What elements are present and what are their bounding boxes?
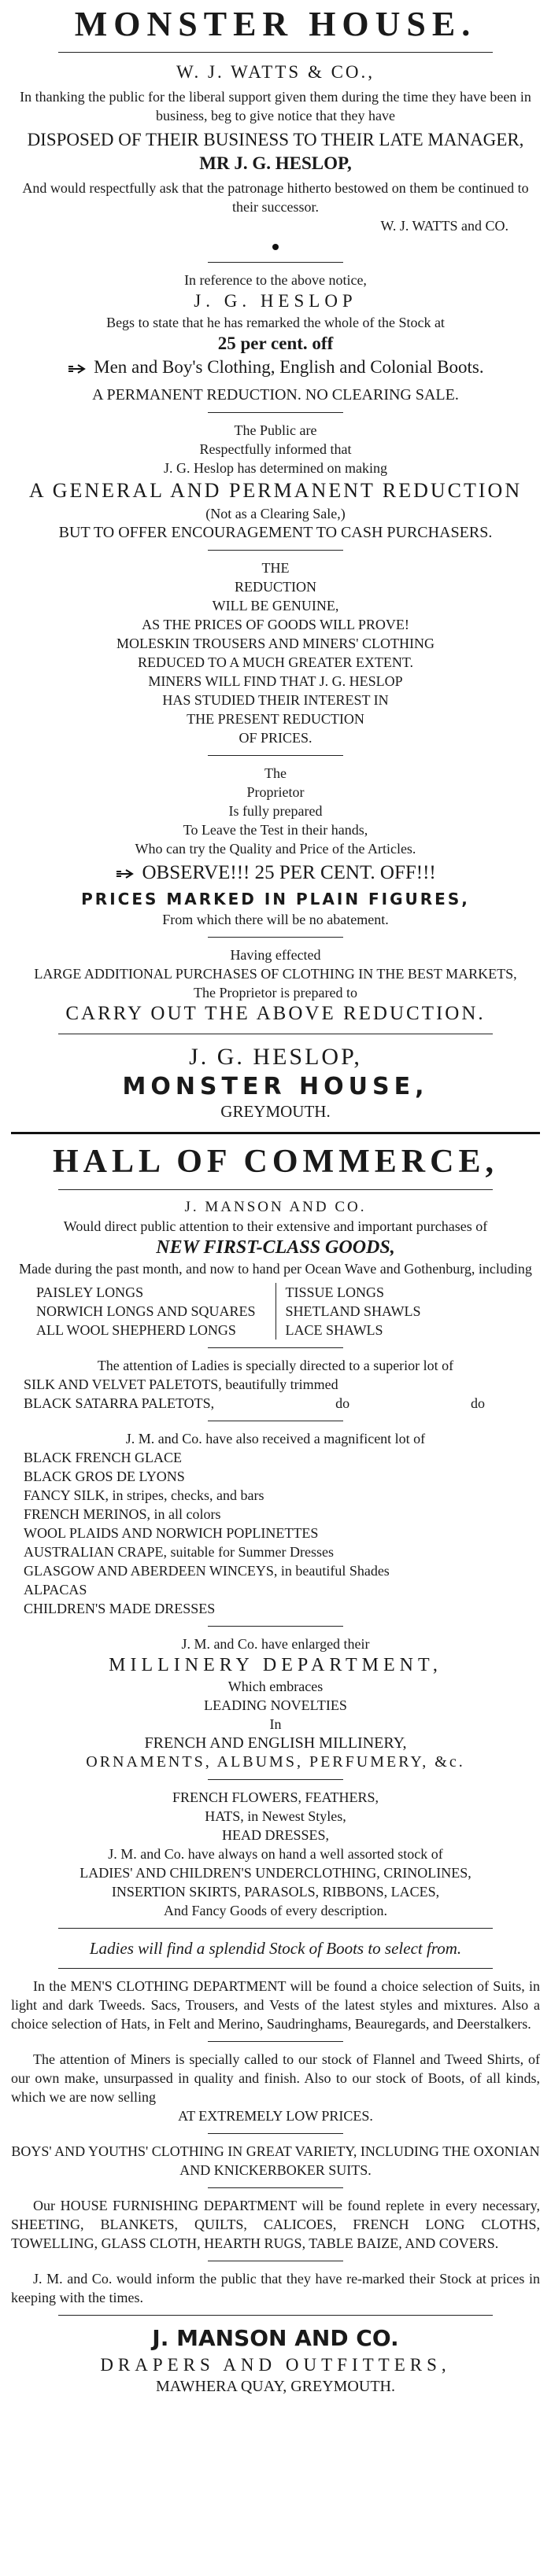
not-clearing-note: (Not as a Clearing Sale,): [205, 506, 346, 521]
informed-line: Respectfully informed that: [199, 441, 352, 457]
divider: [208, 2041, 343, 2042]
attention-line: Would direct public attention to their extensive and important purchases of: [63, 1218, 488, 1234]
reduction-line: REDUCED TO A MUCH GREATER EXTENT.: [137, 654, 413, 670]
manson-signature-name: J. MANSON AND CO.: [152, 2325, 399, 2351]
insertion-line: INSERTION SKIRTS, PARASOLS, RIBBONS, LACES,: [111, 1884, 440, 1900]
divider: [208, 262, 343, 263]
list-item: ALPACAS: [24, 1582, 87, 1598]
head-dresses-line: HEAD DRESSES,: [221, 1827, 330, 1843]
divider: [58, 2315, 493, 2316]
list-item: TISSUE LONGS: [285, 1284, 385, 1300]
reduction-line: MOLESKIN TROUSERS AND MINERS' CLOTHING: [116, 636, 435, 651]
ornaments-line: ORNAMENTS, ALBUMS, PERFUMERY, &c.: [86, 1753, 465, 1771]
divider: [58, 1928, 493, 1929]
no-abatement-line: From which there will be no abatement.: [162, 912, 389, 927]
list-item: WOOL PLAIDS AND NORWICH POPLINETTES: [24, 1525, 319, 1541]
remarked-paragraph: J. M. and Co. would inform the public that they have re-marked their Stock at prices in keeping with the times.: [11, 2271, 540, 2305]
list-item: FANCY SILK, in stripes, checks, and bars: [24, 1487, 264, 1503]
monster-house-advertisement: [11, 5, 540, 1121]
observe-text: OBSERVE!!! 25 PER CENT. OFF!!!: [142, 862, 436, 883]
drapers-line: DRAPERS AND OUTFITTERS,: [100, 2355, 451, 2375]
right-column: [276, 1283, 525, 1340]
list-item: PAISLEY LONGS: [36, 1284, 144, 1300]
list-item: BLACK FRENCH GLACE: [24, 1450, 183, 1465]
silk-line: SILK AND VELVET PALETOTS, beautifully trimmed: [24, 1376, 338, 1392]
proprietor-line: The: [264, 765, 287, 781]
reduction-line: WILL BE GENUINE,: [212, 598, 339, 614]
divider: [58, 52, 493, 53]
ditto-mark: do: [335, 1395, 350, 1411]
satarra-line: [24, 1394, 540, 1413]
disposed-heading: DISPOSED OF THEIR BUSINESS TO THEIR LATE MANAGER,: [27, 130, 524, 149]
proprietor-line: Is fully prepared: [228, 803, 323, 819]
list-item: AUSTRALIAN CRAPE, suitable for Summer Dresses: [24, 1544, 334, 1560]
general-reduction-heading: A GENERAL AND PERMANENT REDUCTION: [28, 479, 523, 502]
in-line: In: [269, 1716, 282, 1732]
miners-paragraph: The attention of Miners is specially called to our stock of Flannel and Tweed Shirts, of our own make, unsurpassed in quality and finish. Also to our stock of Boots, of all kinds, which we are now selling: [11, 2051, 540, 2105]
proprietor-line: Who can try the Quality and Price of the Articles.: [135, 841, 416, 857]
thanks-paragraph: In thanking the public for the liberal support given them during the time they have been in business, beg to give notice that they have: [20, 89, 531, 123]
manager-name: MR J. G. HESLOP,: [199, 153, 352, 173]
encourage-line: BUT TO OFFER ENCOURAGEMENT TO CASH PURCHASERS.: [58, 524, 493, 541]
divider: [208, 2187, 343, 2188]
divider: [208, 937, 343, 938]
mens-clothing-paragraph: In the MEN'S CLOTHING DEPARTMENT will be found a choice selection of Suits, in light and dark Tweeds. Sacs, Trousers, and Vests of the latest styles and mixtures. Also a choice selection of Hats, in Felt and Merino, Saudringhams, Beauregards, and Deerstalkers.: [11, 1978, 540, 2032]
discount-line: 25 per cent. off: [217, 334, 334, 353]
begs-line: Begs to state that he has remarked the whole of the Stock at: [106, 315, 445, 330]
list-item: SHETLAND SHAWLS: [285, 1303, 421, 1319]
observe-line: [11, 861, 540, 885]
divider: [208, 550, 343, 551]
list-item: FRENCH MERINOS, in all colors: [24, 1506, 221, 1522]
boots-line: Ladies will find a splendid Stock of Boots to select from.: [89, 1939, 462, 1958]
clothing-line: [11, 356, 540, 379]
divider: [208, 1626, 343, 1627]
carry-out-heading: CARRY OUT THE ABOVE REDUCTION.: [65, 1003, 486, 1024]
proprietor-line: To Leave the Test in their hands,: [183, 822, 368, 838]
plain-figures-heading: PRICES MARKED IN PLAIN FIGURES,: [81, 890, 470, 908]
list-item: LACE SHAWLS: [285, 1322, 383, 1338]
fancy-goods-line: And Fancy Goods of every description.: [164, 1903, 387, 1918]
bullet-ornament: [272, 244, 279, 250]
manson-firm-name: J. MANSON AND CO.: [184, 1199, 367, 1215]
advertisement-separator: [11, 1132, 540, 1134]
reduction-line: REDUCTION: [235, 579, 316, 595]
assorted-line: J. M. and Co. have always on hand a well assorted stock of: [108, 1846, 443, 1862]
house-furnishing-paragraph: Our HOUSE FURNISHING DEPARTMENT will be found replete in every necessary, SHEETING, BLANKETS, QUILTS, CALICOES, FRENCH LONG CLOTHS, TOWELLING, GLASS CLOTH, HEARTH RUGS, TABLE BAIZE, AND COVERS.: [11, 2198, 540, 2251]
reduction-line: THE PRESENT REDUCTION: [187, 711, 364, 727]
satarra-text: BLACK SATARRA PALETOTS,: [24, 1395, 215, 1411]
greymouth-town: GREYMOUTH.: [220, 1102, 331, 1121]
address-line: MAWHERA QUAY, GREYMOUTH.: [156, 2378, 395, 2395]
heslop-signature-name: J. G. HESLOP,: [189, 1044, 362, 1070]
divider: [58, 1189, 493, 1190]
the-line: THE: [261, 560, 290, 576]
proprietor-prepared: The Proprietor is prepared to: [194, 985, 357, 1001]
goods-list: [24, 1448, 540, 1618]
watts-signature: W. J. WATTS and CO.: [380, 218, 508, 234]
reduction-line: OF PRICES.: [239, 730, 312, 746]
clothing-text: Men and Boy's Clothing, English and Colonial Boots.: [94, 357, 484, 377]
monster-house-signature: MONSTER HOUSE,: [122, 1073, 429, 1100]
permanent-reduction-line: A PERMANENT REDUCTION. NO CLEARING SALE.: [92, 386, 459, 404]
reduction-line: AS THE PRICES OF GOODS WILL PROVE!: [142, 617, 409, 632]
having-effected: Having effected: [230, 947, 321, 963]
list-item: ALL WOOL SHEPHERD LONGS: [36, 1322, 236, 1338]
list-item: CHILDREN'S MADE DRESSES: [24, 1601, 216, 1616]
reduction-line: MINERS WILL FIND THAT J. G. HESLOP: [148, 673, 403, 689]
flowers-line: FRENCH FLOWERS, FEATHERS,: [172, 1789, 379, 1805]
watts-firm-name: W. J. WATTS & CO.,: [176, 62, 375, 82]
underclothing-line: LADIES' AND CHILDREN'S UNDERCLOTHING, CRINOLINES,: [80, 1865, 471, 1881]
hall-of-commerce-banner: HALL OF COMMERCE,: [53, 1144, 498, 1180]
reduction-block: [11, 577, 540, 747]
enlarged-line: J. M. and Co. have enlarged their: [181, 1636, 370, 1652]
pointing-hand-icon: [115, 868, 137, 879]
heslop-name: J. G. HESLOP: [194, 291, 357, 311]
new-goods-heading: NEW FIRST-CLASS GOODS,: [156, 1237, 395, 1258]
shawls-columns: [27, 1283, 524, 1340]
novelties-line: LEADING NOVELTIES: [204, 1697, 347, 1713]
proprietor-block: [11, 764, 540, 858]
ladies-attention-line: The attention of Ladies is specially directed to a superior lot of: [97, 1358, 454, 1373]
patronage-request: And would respectfully ask that the patronage hitherto bestowed on them be continued to their successor.: [22, 180, 529, 215]
divider: [208, 2133, 343, 2134]
hats-line: HATS, in Newest Styles,: [205, 1808, 346, 1824]
divider: [208, 412, 343, 413]
divider: [58, 1968, 493, 1969]
hall-of-commerce-advertisement: [11, 1142, 540, 2396]
received-line: J. M. and Co. have also received a magnificent lot of: [125, 1431, 426, 1446]
low-prices-line: AT EXTREMELY LOW PRICES.: [178, 2108, 373, 2124]
boys-clothing-paragraph: BOYS' AND YOUTHS' CLOTHING IN GREAT VARIETY, INCLUDING THE OXONIAN AND KNICKERBOKER SUITS.: [11, 2143, 540, 2178]
divider: [208, 1347, 343, 1348]
reference-line: In reference to the above notice,: [184, 272, 367, 288]
millinery-heading: MILLINERY DEPARTMENT,: [109, 1655, 442, 1675]
pointing-hand-icon: [67, 363, 89, 374]
french-english-line: FRENCH AND ENGLISH MILLINERY,: [144, 1734, 407, 1752]
list-item: BLACK GROS DE LYONS: [24, 1469, 185, 1484]
list-item: NORWICH LONGS AND SQUARES: [36, 1303, 256, 1319]
ditto-mark: do: [471, 1395, 485, 1411]
public-are: The Public are: [234, 422, 317, 438]
reduction-line: HAS STUDIED THEIR INTEREST IN: [162, 692, 389, 708]
list-item: GLASGOW AND ABERDEEN WINCEYS, in beautiful Shades: [24, 1563, 390, 1579]
monster-house-banner: MONSTER HOUSE.: [74, 5, 477, 43]
left-column: [27, 1283, 276, 1340]
embraces-line: Which embraces: [227, 1679, 324, 1694]
large-purchases-line: LARGE ADDITIONAL PURCHASES OF CLOTHING IN THE BEST MARKETS,: [34, 966, 517, 982]
made-line: Made during the past month, and now to hand per Ocean Wave and Gothenburg, including: [19, 1261, 532, 1277]
determined-line: J. G. Heslop has determined on making: [164, 460, 387, 476]
divider: [208, 1779, 343, 1780]
divider: [208, 755, 343, 756]
proprietor-line: Proprietor: [246, 784, 305, 800]
